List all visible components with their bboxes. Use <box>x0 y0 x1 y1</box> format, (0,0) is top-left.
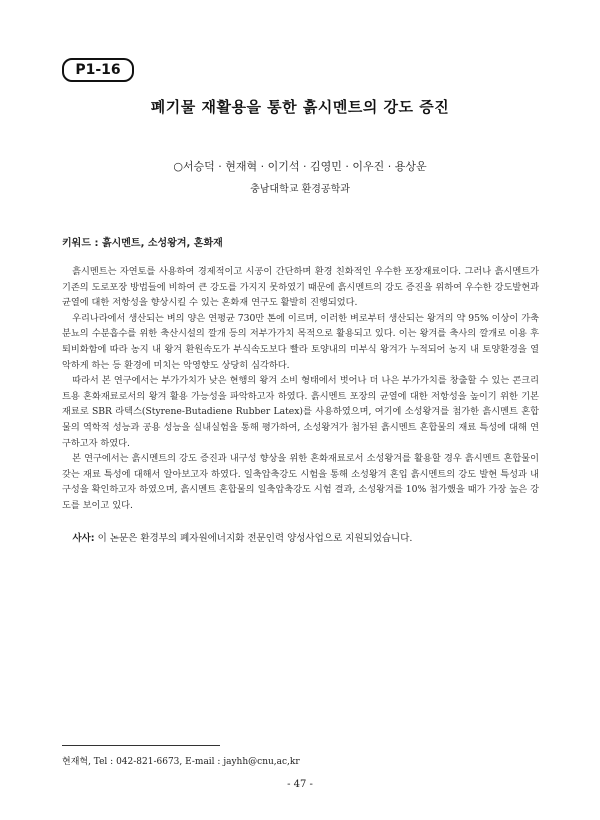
abstract-body <box>62 264 539 514</box>
author-list: ○서승덕 · 현재혁 · 이기석 · 김영민 · 이우진 · 용상운 <box>173 160 427 173</box>
keywords: 키워드 : 흙시멘트, 소성왕겨, 혼화재 <box>62 238 223 249</box>
acknowledgement <box>62 530 539 544</box>
footnote-divider <box>62 745 220 746</box>
abstract-paragraph-4: 본 연구에서는 흙시멘트의 강도 증진과 내구성 향상을 위한 혼화재료로서 소성왕겨를 활용할 경우 흙시멘트 혼합물이 갖는 재료 특성에 대해서 알아보고자 하였다. 일축압축강도 시험을 통해 소성왕겨 혼입 흙시멘트의 강도 발현 특성과 내구성을 확인하고자 하였으며, 흙시멘트 혼합물의 일축압축강도 시험 결과, 소성왕겨를 10% 첨가했을 때가 가장 높은 강도를 보이고 있다. <box>62 453 539 511</box>
abstract-paragraph-1: 흙시멘트는 자연토를 사용하여 경제적이고 시공이 간단하며 환경 친화적인 우수한 포장재료이다. 그러나 흙시멘트가 기존의 도로포장 방법들에 비하여 큰 강도를 가지지 못하였기 때문에 흙시멘트의 강도 증진을 위하여 우수한 강도발현과 균열에 대한 저항성을 향상시킬 수 있는 혼화재 연구도 활발히 진행되었다. <box>62 266 539 309</box>
page-number: - 47 - <box>287 779 313 790</box>
poster-number-badge: P1-16 <box>62 58 134 82</box>
paper-title: 폐기물 재활용을 통한 흙시멘트의 강도 증진 <box>150 98 450 116</box>
affiliation: 충남대학교 환경공학과 <box>250 184 350 195</box>
acknowledgement-text: 이 논문은 환경부의 폐자원에너지화 전문인력 양성사업으로 지원되었습니다. <box>94 533 413 544</box>
acknowledgement-label: 사사: <box>72 533 95 544</box>
abstract-paragraph-3: 따라서 본 연구에서는 부가가치가 낮은 현행의 왕겨 소비 형태에서 벗어나 더 나은 부가가치를 창출할 수 있는 콘크리트용 혼화재료로서의 왕겨 활용 가능성을 파악하고자 하였다. 흙시멘트 포장의 균열에 대한 저항성을 높이기 위한 기본 재료로 SBR 라텍스(Styrene-Butadiene Rubber Latex)를 사용하였으며, 여기에 소성왕겨를 첨가한 흙시멘트 혼합물의 역학적 성능과 공용 성능을 실내실험을 통해 평가하여, 소성왕겨가 첨가된 흙시멘트 혼합물의 재료 특성에 대해 연구하고자 하였다. <box>62 375 539 449</box>
corresponding-author-footnote: 현재혁, Tel : 042-821-6673, E-mail : jayhh@cnu,ac,kr <box>62 757 300 767</box>
abstract-paragraph-2: 우리나라에서 생산되는 벼의 양은 연평균 730만 톤에 이르며, 이러한 벼로부터 생산되는 왕겨의 약 95% 이상이 가축분뇨의 수분흡수를 위한 축산시설의 깔개 등의 저부가가치 목적으로 활용되고 있다. 이는 왕겨를 축사의 깔개로 이용 후 퇴비화함에 따라 농지 내 왕겨 환원속도가 부식속도보다 빨라 토양내의 미부식 왕겨가 누적되어 농지 내 토양환경을 열악하게 하는 등 환경에 미치는 악영향도 상당히 심각하다. <box>62 312 539 371</box>
